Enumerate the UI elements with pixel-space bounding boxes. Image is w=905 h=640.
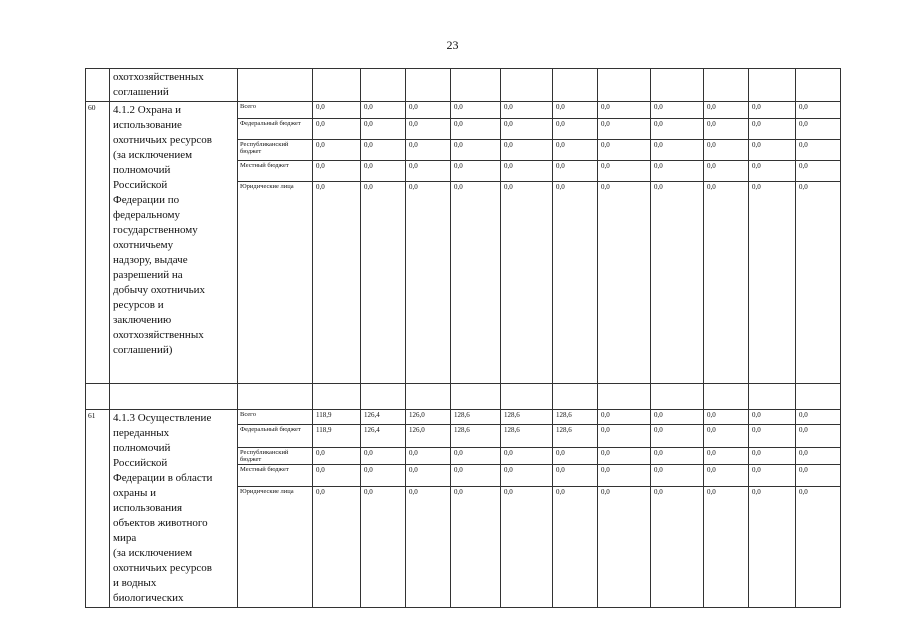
value-cell: 0,0 — [553, 102, 598, 119]
value-cell: 0,0 — [651, 424, 704, 447]
value-cell: 0,0 — [361, 447, 406, 465]
value-cell: 0,0 — [361, 465, 406, 487]
value-cell: 0,0 — [406, 119, 451, 140]
value-cell: 0,0 — [361, 140, 406, 161]
funding-source: Местный бюджет — [238, 465, 313, 487]
value-cell: 0,0 — [598, 465, 651, 487]
empty-cell — [651, 384, 704, 410]
value-cell: 0,0 — [796, 465, 841, 487]
value-cell — [749, 69, 796, 102]
funding-source: Местный бюджет — [238, 161, 313, 182]
value-cell: 0,0 — [451, 182, 501, 384]
value-cell: 0,0 — [553, 161, 598, 182]
value-cell: 0,0 — [553, 182, 598, 384]
row-number — [86, 69, 110, 102]
value-cell: 126,4 — [361, 424, 406, 447]
value-cell: 0,0 — [313, 182, 361, 384]
value-cell: 0,0 — [406, 102, 451, 119]
funding-source: Всего — [238, 410, 313, 425]
value-cell: 0,0 — [749, 119, 796, 140]
value-cell: 0,0 — [406, 161, 451, 182]
value-cell: 0,0 — [749, 424, 796, 447]
value-cell: 0,0 — [749, 487, 796, 608]
value-cell: 0,0 — [651, 447, 704, 465]
value-cell: 0,0 — [313, 161, 361, 182]
value-cell: 0,0 — [451, 102, 501, 119]
value-cell: 0,0 — [451, 447, 501, 465]
empty-cell — [553, 384, 598, 410]
value-cell: 126,0 — [406, 410, 451, 425]
value-cell: 0,0 — [749, 465, 796, 487]
value-cell: 0,0 — [553, 140, 598, 161]
value-cell: 0,0 — [704, 140, 749, 161]
value-cell: 0,0 — [501, 161, 553, 182]
value-cell — [553, 69, 598, 102]
value-cell: 0,0 — [361, 102, 406, 119]
value-cell: 0,0 — [313, 102, 361, 119]
value-cell: 0,0 — [598, 140, 651, 161]
value-cell: 0,0 — [501, 447, 553, 465]
empty-cell — [238, 384, 313, 410]
empty-cell — [406, 384, 451, 410]
value-cell: 0,0 — [553, 119, 598, 140]
value-cell: 0,0 — [406, 140, 451, 161]
empty-cell — [313, 384, 361, 410]
value-cell: 0,0 — [598, 410, 651, 425]
table-row — [86, 102, 841, 119]
value-cell: 0,0 — [361, 119, 406, 140]
funding-source: Юридические лица — [238, 182, 313, 384]
value-cell: 128,6 — [553, 410, 598, 425]
value-cell: 0,0 — [651, 119, 704, 140]
value-cell: 0,0 — [501, 465, 553, 487]
value-cell: 0,0 — [749, 140, 796, 161]
value-cell: 0,0 — [796, 161, 841, 182]
value-cell: 128,6 — [451, 410, 501, 425]
value-cell: 128,6 — [501, 424, 553, 447]
value-cell: 0,0 — [796, 447, 841, 465]
value-cell: 0,0 — [501, 140, 553, 161]
value-cell: 0,0 — [501, 182, 553, 384]
value-cell: 0,0 — [749, 410, 796, 425]
funding-source: Федеральный бюджет — [238, 119, 313, 140]
value-cell: 0,0 — [451, 161, 501, 182]
value-cell: 0,0 — [598, 161, 651, 182]
page-number: 23 — [446, 38, 459, 52]
value-cell: 126,4 — [361, 410, 406, 425]
value-cell: 0,0 — [598, 447, 651, 465]
funding-source: Республиканский бюджет — [238, 140, 313, 161]
value-cell: 0,0 — [598, 119, 651, 140]
value-cell: 0,0 — [796, 410, 841, 425]
value-cell: 0,0 — [553, 447, 598, 465]
value-cell: 0,0 — [313, 119, 361, 140]
empty-cell — [451, 384, 501, 410]
value-cell: 0,0 — [553, 465, 598, 487]
value-cell: 0,0 — [406, 447, 451, 465]
value-cell: 0,0 — [796, 102, 841, 119]
value-cell: 0,0 — [796, 182, 841, 384]
empty-cell — [598, 384, 651, 410]
value-cell: 0,0 — [313, 487, 361, 608]
value-cell: 0,0 — [501, 119, 553, 140]
empty-cell — [361, 384, 406, 410]
value-cell: 0,0 — [749, 102, 796, 119]
value-cell: 0,0 — [361, 161, 406, 182]
value-cell: 0,0 — [704, 465, 749, 487]
value-cell: 0,0 — [406, 465, 451, 487]
funding-source: Всего — [238, 102, 313, 119]
value-cell: 128,6 — [501, 410, 553, 425]
value-cell: 0,0 — [598, 102, 651, 119]
value-cell: 0,0 — [451, 465, 501, 487]
value-cell — [406, 69, 451, 102]
value-cell — [501, 69, 553, 102]
value-cell: 0,0 — [704, 161, 749, 182]
value-cell: 0,0 — [651, 161, 704, 182]
value-cell — [704, 69, 749, 102]
empty-cell — [749, 384, 796, 410]
value-cell: 0,0 — [796, 424, 841, 447]
value-cell: 0,0 — [704, 182, 749, 384]
value-cell: 0,0 — [501, 102, 553, 119]
table-row — [86, 410, 841, 425]
value-cell: 0,0 — [361, 182, 406, 384]
empty-cell — [704, 384, 749, 410]
value-cell: 118,9 — [313, 424, 361, 447]
value-cell: 0,0 — [651, 140, 704, 161]
value-cell: 128,6 — [553, 424, 598, 447]
value-cell: 0,0 — [313, 465, 361, 487]
value-cell: 0,0 — [704, 119, 749, 140]
value-cell: 0,0 — [796, 487, 841, 608]
value-cell: 0,0 — [749, 182, 796, 384]
value-cell: 0,0 — [651, 102, 704, 119]
value-cell: 0,0 — [501, 487, 553, 608]
value-cell: 0,0 — [651, 182, 704, 384]
value-cell — [313, 69, 361, 102]
value-cell — [598, 69, 651, 102]
empty-cell — [86, 384, 110, 410]
value-cell — [451, 69, 501, 102]
activity-name: 4.1.2 Охрана и использование охотничьих ресурсов (за исключением полномочий Российской Федерации по федеральному государственному охотничьему надзору, выдаче разрешений на добычу охотничьих ресурсов и заключению охотхозяйственных соглашений) — [110, 102, 238, 384]
value-cell: 0,0 — [313, 447, 361, 465]
value-cell: 128,6 — [451, 424, 501, 447]
table-body — [86, 69, 841, 608]
value-cell: 0,0 — [361, 487, 406, 608]
value-cell — [651, 69, 704, 102]
value-cell: 0,0 — [704, 102, 749, 119]
value-cell: 0,0 — [598, 424, 651, 447]
activity-name: 4.1.3 Осуществление переданных полномочий Российской Федерации в области охраны и использования объектов животного мира (за исключением охотничьих ресурсов и водных биологических — [110, 410, 238, 608]
value-cell: 0,0 — [796, 119, 841, 140]
empty-cell — [501, 384, 553, 410]
value-cell — [796, 69, 841, 102]
value-cell: 0,0 — [704, 410, 749, 425]
value-cell: 0,0 — [451, 140, 501, 161]
activity-name: охотхозяйственных соглашений — [110, 69, 238, 102]
value-cell: 0,0 — [651, 487, 704, 608]
funding-source: Республиканский бюджет — [238, 447, 313, 465]
funding-source — [238, 69, 313, 102]
empty-cell — [110, 384, 238, 410]
value-cell: 0,0 — [553, 487, 598, 608]
value-cell: 0,0 — [704, 424, 749, 447]
value-cell: 118,9 — [313, 410, 361, 425]
value-cell: 0,0 — [598, 487, 651, 608]
value-cell: 0,0 — [451, 487, 501, 608]
value-cell: 0,0 — [451, 119, 501, 140]
budget-table — [85, 68, 841, 608]
value-cell: 0,0 — [796, 140, 841, 161]
table-row — [86, 69, 841, 102]
value-cell: 0,0 — [749, 161, 796, 182]
value-cell: 0,0 — [598, 182, 651, 384]
value-cell: 0,0 — [313, 140, 361, 161]
value-cell: 0,0 — [749, 447, 796, 465]
row-number: 61 — [86, 410, 110, 608]
row-number: 60 — [86, 102, 110, 384]
value-cell: 0,0 — [406, 182, 451, 384]
empty-cell — [796, 384, 841, 410]
value-cell: 0,0 — [704, 447, 749, 465]
funding-source: Юридические лица — [238, 487, 313, 608]
value-cell: 126,0 — [406, 424, 451, 447]
value-cell: 0,0 — [651, 465, 704, 487]
value-cell: 0,0 — [704, 487, 749, 608]
value-cell — [361, 69, 406, 102]
funding-source: Федеральный бюджет — [238, 424, 313, 447]
value-cell: 0,0 — [651, 410, 704, 425]
spacer-row — [86, 384, 841, 410]
value-cell: 0,0 — [406, 487, 451, 608]
